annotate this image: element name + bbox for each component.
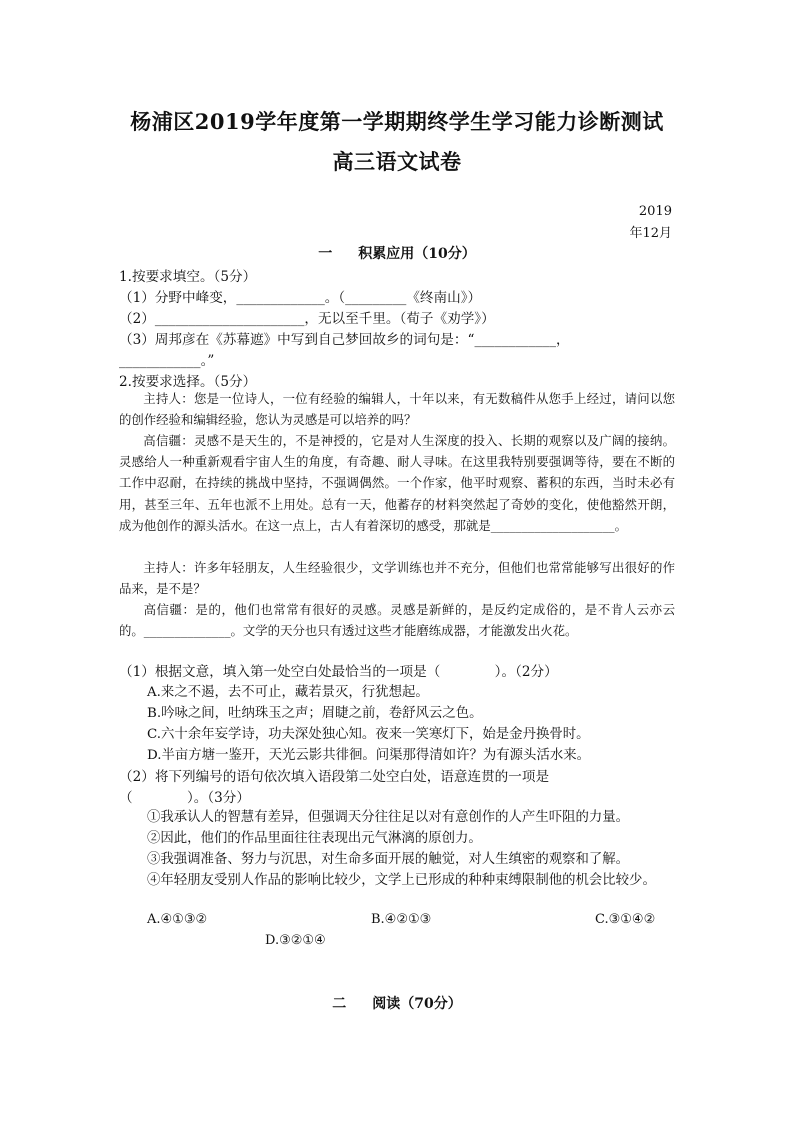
section-title: 阅读（70分） [372,996,462,1012]
subquestion-1-stem: （1）根据文意，填入第一处空白处最恰当的一项是（ ）。（2分） [119,664,558,680]
question-1-item-2: （2）______________________，无以至千里。（荀子《劝学》） [119,311,495,327]
sentence-2: ②因此，他们的作品里面往往表现出元气淋漓的原创力。 [147,831,482,846]
section-title: 积累应用（10分） [358,246,476,262]
question-1-item-1: （1）分野中峰变，_____________。（_________《终南山》） [119,290,482,306]
dialog-text: 主持人：许多年轻朋友，人生经验很少，文学训练也并不充分，但他们也常常能够写出很好的作品来，是不是？ [119,560,675,597]
dialog-paragraph-4 [119,599,675,641]
exam-subtitle: 高三语文试卷 [332,149,462,174]
sentence-3: ③我强调准备、努力与沉思，对生命多面开展的触觉，对人生缜密的观察和了解。 [147,852,630,867]
option-c: C.六十余年妄学诗，功夫深处独心知。夜来一笑寒灯下，始是金丹换骨时。 [147,727,590,742]
dialog-paragraph-2 [119,430,675,536]
date-year: 2019 [638,204,672,219]
choice-c: C.③①④② [595,912,656,927]
question-1-item-3b: ____________。” [119,353,215,369]
dialog-text: 高信疆：灵感不是天生的，不是神授的，它是对人生深度的投入、长期的观察以及广阔的接纳。灵感给人一种重新观看宇宙人生的角度，有奇趣、耐人寻味。在这里我特别要强调等待，要在不断的工作中忍耐，在持续的挑战中坚持，不强调偶然。一个作家，他平时观察、蓄积的东西，当时未必有用，甚至三年、五年也派不上用处。总有一天，他蓄存的材料突然起了奇妙的变化，使他豁然开朗，成为他创作的源头活水。在这一点上，古人有着深切的感受，那就是____________________。 [119,433,675,533]
subquestion-2-stem-a: （2）将下列编号的语句依次填入语段第二处空白处，语意连贯的一项是 [119,769,550,785]
choice-a: A.④①③② [147,912,208,927]
sentence-1: ①我承认人的智慧有差异，但强调天分往往足以对有意创作的人产生吓阻的力量。 [147,810,630,825]
question-2-stem: 2.按要求选择。（5分） [119,374,257,390]
dialog-paragraph-1 [119,388,675,430]
option-a: A.来之不遏，去不可止，藏若景灭，行犹想起。 [147,685,429,700]
section-heading-2 [0,993,794,1013]
dialog-text: 主持人：您是一位诗人，一位有经验的编辑人，十年以来，有无数稿件从您手上经过，请问以您的创作经验和编辑经验，您认为灵感是可以培养的吗？ [119,391,675,428]
date-month: 年12月 [629,226,672,241]
section-number: 一 [318,246,333,262]
sentence-4: ④年轻朋友受别人作品的影响比较少，文学上已形成的种种束缚限制他的机会比较少。 [147,873,656,888]
section-number: 二 [332,996,347,1012]
dialog-paragraph-3 [119,557,675,599]
option-b: B.吟咏之间，吐纳珠玉之声；眉睫之前，卷舒风云之色。 [147,706,483,721]
question-1-item-3a: （3）周邦彦在《苏幕遮》中写到自己梦回故乡的词句是：“____________， [119,332,570,348]
exam-title: 杨浦区2019学年度第一学期期终学生学习能力诊断测试 [130,109,664,134]
choice-d: D.③②①④ [265,933,326,948]
option-d: D.半亩方塘一鉴开，天光云影共徘徊。问渠那得清如许？为有源头活水来。 [147,748,591,763]
choice-b: B.④②①③ [371,912,432,927]
subquestion-2-stem-b: （ ）。（3分） [119,790,250,806]
question-1-stem: 1.按要求填空。（5分） [119,269,257,285]
dialog-text: 高信疆：是的，他们也常常有很好的灵感。灵感是新鲜的，是反约定成俗的，是不肯人云亦云的。______________。文学的天分也只有透过这些才能磨练成器，才能激发出火花。 [119,602,675,639]
section-heading-1 [0,243,794,263]
